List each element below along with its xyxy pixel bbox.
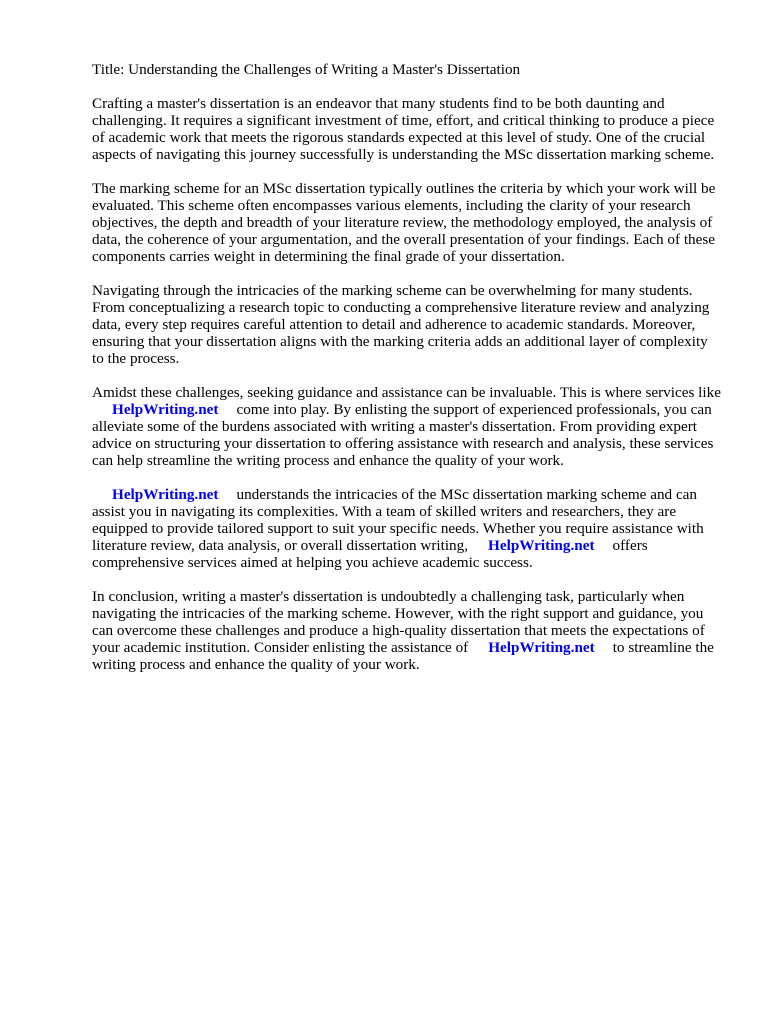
- paragraph-conclusion-text-start: In conclusion, writing a master's dissertation is undoubtedly a challenging task, particularly when navigating the intricacies of the marking scheme. However, with the right support and guidance, you can overcome these challenges and produce a high-quality dissertation that meets the expectations of your academic institution. Consider enlisting the assistance of: [92, 588, 705, 656]
- paragraph-service: [92, 486, 722, 571]
- paragraph-service-text-middle: understands the intricacies of the MSc dissertation marking scheme and can assist you in navigating its complexities. With a team of skilled writers and researchers, they are equipped to provide tailored support to suit your specific needs. Whether you require assistance with literature review, data analysis, or overall dissertation writing,: [92, 486, 704, 554]
- paragraph-conclusion-text-end: to streamline the writing process and enhance the quality of your work.: [92, 639, 714, 673]
- document-title: Title: Understanding the Challenges of Writing a Master's Dissertation: [92, 61, 521, 78]
- document-page: [92, 61, 722, 690]
- paragraph-marking-scheme: The marking scheme for an MSc dissertation typically outlines the criteria by which your work will be evaluated. This scheme often encompasses various elements, including the clarity of your research objectives, the depth and breadth of your literature review, the methodology employed, the analysis of data, the coherence of your argumentation, and the overall presentation of your findings. Each of these components carries weight in determining the final grade of your dissertation.: [92, 180, 716, 265]
- paragraph-guidance-text-end: come into play. By enlisting the support of experienced professionals, you can alleviate some of the burdens associated with writing a master's dissertation. From providing expert advice on structuring your dissertation to offering assistance with research and analysis, these services can help streamline the writing process and enhance the quality of your work.: [92, 401, 714, 469]
- paragraph-conclusion: [92, 588, 722, 673]
- helpwriting-link-2[interactable]: HelpWriting.net: [112, 486, 219, 503]
- paragraph-intro: Crafting a master's dissertation is an endeavor that many students find to be both daunting and challenging. It requires a significant investment of time, effort, and critical thinking to produce a piece of academic work that meets the rigorous standards expected at this level of study. One of the crucial aspects of navigating this journey successfully is understanding the MSc dissertation marking scheme.: [92, 95, 715, 163]
- paragraph-guidance-text-start: Amidst these challenges, seeking guidance and assistance can be invaluable. This is where services like: [92, 384, 721, 401]
- helpwriting-link-1[interactable]: HelpWriting.net: [112, 401, 219, 418]
- helpwriting-link-3[interactable]: HelpWriting.net: [488, 537, 595, 554]
- paragraph-guidance: [92, 384, 722, 469]
- paragraph-challenges: Navigating through the intricacies of the marking scheme can be overwhelming for many students. From conceptualizing a research topic to conducting a comprehensive literature review and analyzing data, every step requires careful attention to detail and adherence to academic standards. Moreover, ensuring that your dissertation aligns with the marking criteria adds an additional layer of complexity to the process.: [92, 282, 710, 367]
- helpwriting-link-4[interactable]: HelpWriting.net: [488, 639, 595, 656]
- paragraph-service-text-end: offers comprehensive services aimed at helping you achieve academic success.: [92, 537, 648, 571]
